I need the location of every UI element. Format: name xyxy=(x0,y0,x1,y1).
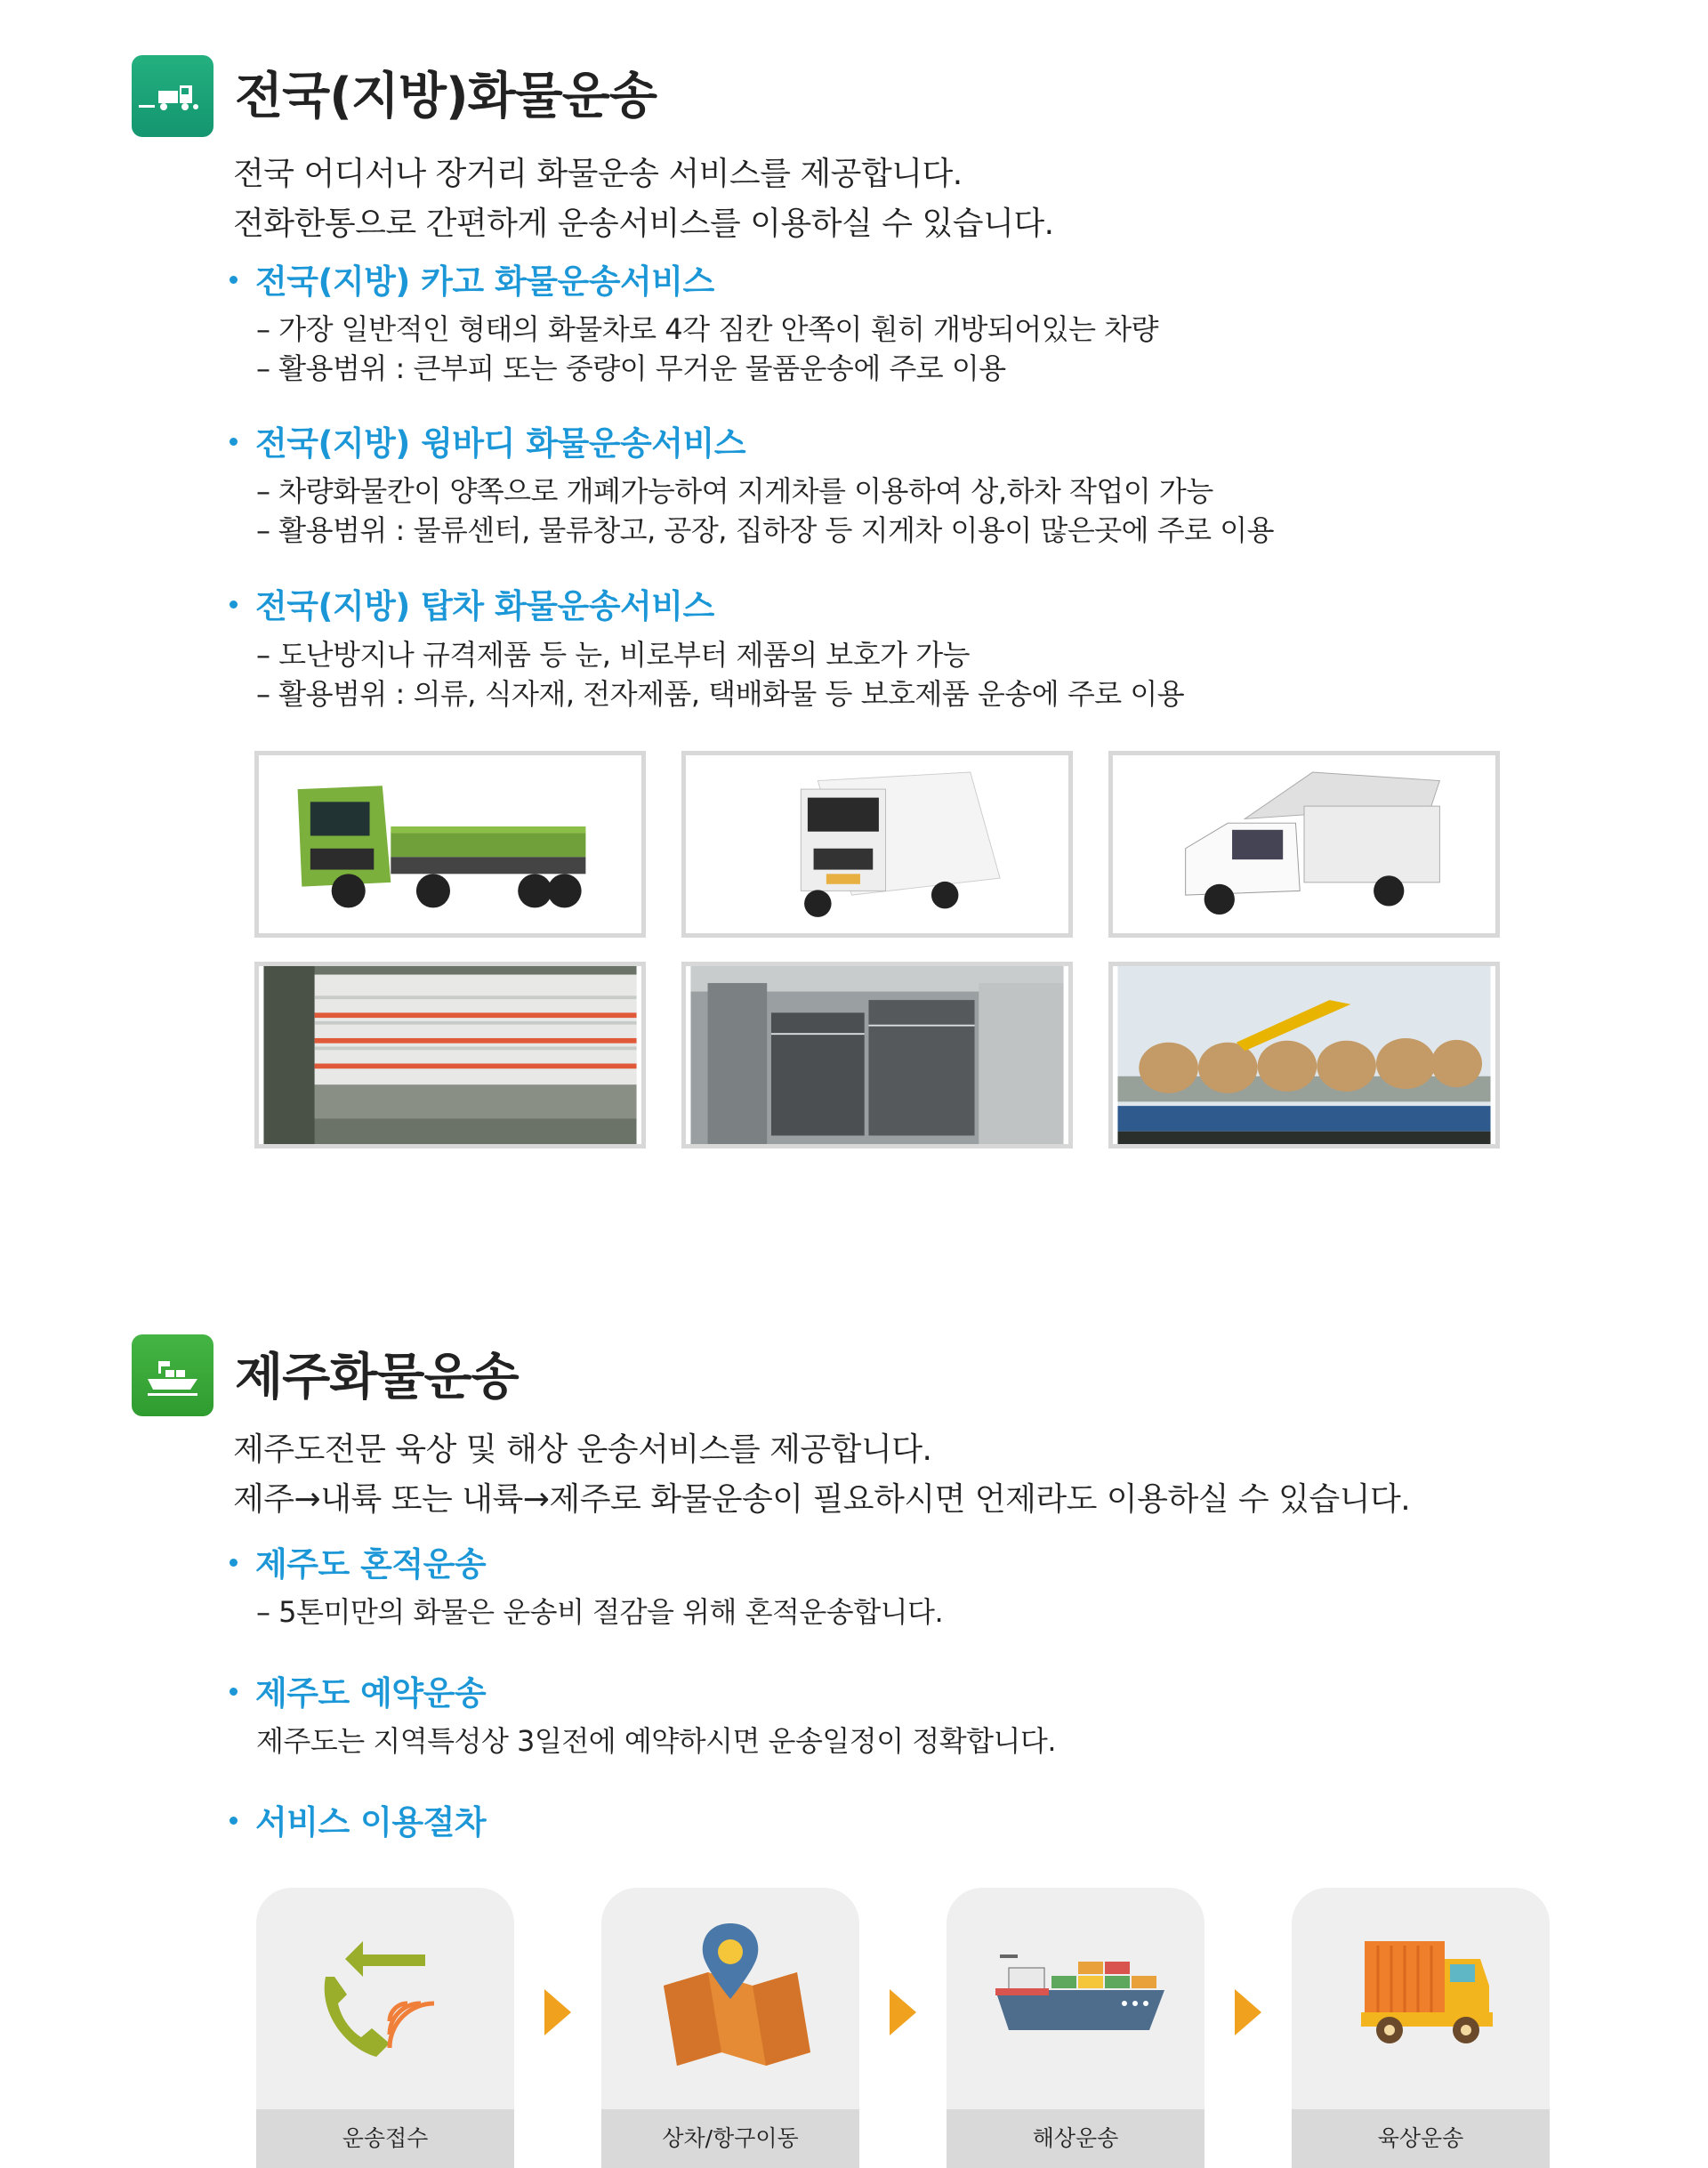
wrapped-pallets-photo xyxy=(681,962,1073,1148)
arrow-right-icon xyxy=(544,1989,571,2035)
intro-line: 제주도전문 육상 및 해상 운송서비스를 제공합니다. xyxy=(233,1431,932,1468)
bullet-dot xyxy=(230,600,238,608)
service-heading-text: 서비스 이용절차 xyxy=(255,1803,487,1842)
process-step xyxy=(1292,1888,1550,2168)
truck-icon xyxy=(1292,1888,1550,2092)
loaded-cargo-bags-photo xyxy=(254,962,646,1148)
intro-line: 제주→내륙 또는 내륙→제주로 화물운송이 필요하시면 언제라도 이용하실 수 있습니다. xyxy=(233,1481,1411,1518)
bullet-dot xyxy=(230,1559,238,1567)
service-heading xyxy=(230,1537,486,1585)
step-label: 육상운송 xyxy=(1292,2109,1550,2168)
map-pin-icon xyxy=(601,1888,859,2092)
step-label: 운송접수 xyxy=(256,2109,514,2168)
service-heading xyxy=(230,416,745,464)
section-title: 전국(지방)화물운송 xyxy=(235,68,657,125)
service-lines xyxy=(256,471,1274,550)
white-box-truck-photo xyxy=(681,751,1073,938)
service-line: – 활용범위 : 의류, 식자재, 전자제품, 택배화물 등 보호제품 운송에 주로 이용 xyxy=(256,677,1185,711)
arrow-right-icon xyxy=(1235,1989,1261,2035)
service-lines xyxy=(256,310,1158,388)
service-line: – 가장 일반적인 형태의 화물차로 4각 짐칸 안쪽이 훤히 개방되어있는 차량 xyxy=(256,312,1159,346)
service-line: – 활용범위 : 물류센터, 물류창고, 공장, 집하장 등 지게차 이용이 많은곳에 주로 이용 xyxy=(256,513,1275,547)
service-heading xyxy=(230,1795,486,1843)
service-lines xyxy=(256,635,1184,713)
truck-icon xyxy=(132,55,214,137)
ship-icon xyxy=(132,1334,214,1416)
process-step xyxy=(601,1888,859,2168)
service-heading-text: 전국(지방) 카고 화물운송서비스 xyxy=(255,262,714,301)
service-line: 제주도는 지역특성상 3일전에 예약하시면 운송일정이 정확합니다. xyxy=(256,1724,1057,1758)
service-heading-text: 전국(지방) 탑차 화물운송서비스 xyxy=(255,587,714,625)
service-heading-text: 제주도 예약운송 xyxy=(255,1674,487,1713)
service-heading xyxy=(230,579,714,627)
service-heading xyxy=(230,254,714,302)
step-label: 상차/항구이동 xyxy=(601,2109,859,2168)
bullet-dot xyxy=(230,276,238,284)
service-line: – 활용범위 : 큰부피 또는 중량이 무거운 물품운송에 주로 이용 xyxy=(256,351,1006,385)
crane-loading-photo xyxy=(1108,962,1500,1148)
bullet-dot xyxy=(230,438,238,446)
intro-line: 전국 어디서나 장거리 화물운송 서비스를 제공합니다. xyxy=(233,156,963,192)
service-lines xyxy=(256,1592,943,1632)
arrow-right-icon xyxy=(890,1989,916,2035)
service-lines xyxy=(256,1721,1056,1761)
bullet-dot xyxy=(230,1688,238,1696)
service-heading-text: 제주도 혼적운송 xyxy=(255,1545,487,1584)
section-intro xyxy=(233,1425,1410,1525)
service-heading-text: 전국(지방) 윙바디 화물운송서비스 xyxy=(255,424,745,463)
service-heading xyxy=(230,1666,486,1714)
process-step xyxy=(256,1888,514,2168)
service-line: – 도난방지나 규격제품 등 눈, 비로부터 제품의 보호가 가능 xyxy=(256,638,971,672)
cargo-ship-icon xyxy=(947,1888,1204,2092)
wing-body-truck-photo xyxy=(1108,751,1500,938)
section-title: 제주화물운송 xyxy=(235,1349,519,1406)
intro-line: 전화한통으로 간편하게 운송서비스를 이용하실 수 있습니다. xyxy=(233,206,1054,242)
green-cargo-truck-photo xyxy=(254,751,646,938)
service-line: – 차량화물칸이 양쪽으로 개폐가능하여 지게차를 이용하여 상,하차 작업이 가능 xyxy=(256,474,1213,508)
process-step xyxy=(947,1888,1204,2168)
section-intro xyxy=(233,149,1054,249)
phone-icon xyxy=(256,1888,514,2092)
bullet-dot xyxy=(230,1817,238,1825)
service-line: – 5톤미만의 화물은 운송비 절감을 위해 혼적운송합니다. xyxy=(256,1595,944,1629)
step-label: 해상운송 xyxy=(947,2109,1204,2168)
